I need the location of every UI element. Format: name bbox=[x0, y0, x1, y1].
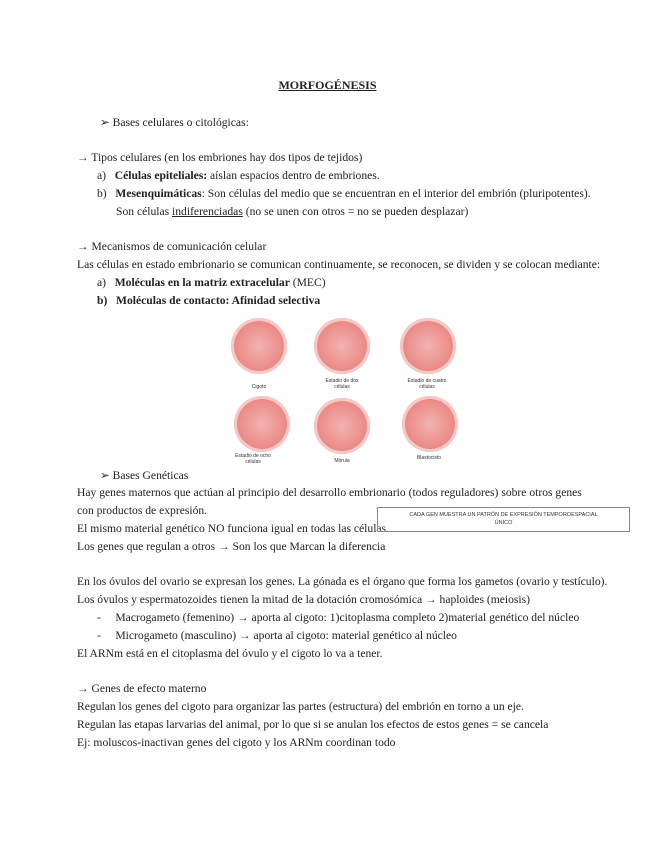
four-cell-image bbox=[400, 318, 456, 374]
text-line: El mismo material genético NO funciona igual en todas las células. bbox=[77, 522, 389, 535]
list-item bbox=[97, 611, 579, 624]
blastocyst-image bbox=[402, 396, 458, 452]
caption: Mórula bbox=[334, 458, 350, 464]
text-line: En los óvulos del ovario se expresan los genes. La gónada es el órgano que forma los gametos (ovario y testículo). bbox=[77, 575, 608, 588]
list-item bbox=[97, 294, 320, 307]
list-item bbox=[97, 187, 591, 200]
text-line: El ARNm está en el citoplasma del óvulo y el cigoto lo va a tener. bbox=[77, 647, 383, 660]
text-line bbox=[116, 205, 468, 218]
text: Son células bbox=[116, 205, 173, 218]
heading-bases-celulares: ➢ Bases celulares o citológicas: bbox=[100, 116, 249, 129]
marker: - bbox=[97, 629, 101, 642]
page-title: MORFOGÉNESIS bbox=[278, 78, 377, 92]
text: Microgameto (masculino) → aporta al cigoto: material genético al núcleo bbox=[115, 629, 457, 642]
text: (MEC) bbox=[289, 276, 326, 289]
list-item bbox=[97, 276, 326, 289]
note-line: CADA GEN MUESTRA UN PATRÓN DE EXPRESIÓN TEMPOROESPACIAL bbox=[409, 512, 598, 518]
two-cell-image bbox=[314, 318, 370, 374]
zygote-image bbox=[231, 318, 287, 374]
marker: b) bbox=[97, 187, 107, 200]
caption: Estadio de dos células bbox=[325, 378, 359, 390]
text-line: Los genes que regulan a otros → Son los que Marcan la diferencia bbox=[77, 540, 386, 553]
underlined-term: indiferenciadas bbox=[172, 205, 243, 218]
caption: Estadio de cuatro células bbox=[407, 378, 447, 390]
term: Moléculas en la matriz extracelular bbox=[114, 276, 290, 289]
term: Moléculas de contacto: Afinidad selectiva bbox=[116, 294, 321, 307]
marker: a) bbox=[97, 169, 107, 182]
text: : Son células del medio que se encuentran en el interior del embrión (pluripotentes). bbox=[201, 187, 591, 200]
text-line: Regulan las etapas larvarias del animal, por lo que si se anulan los efectos de estos genes = se cancela bbox=[77, 718, 549, 731]
caption: Cigoto bbox=[251, 384, 267, 390]
marker: b) bbox=[97, 294, 108, 307]
text-line: Ej: moluscos-inactivan genes del cigoto y los ARNm coordinan todo bbox=[77, 736, 396, 749]
caption: Blastocisto bbox=[416, 455, 442, 461]
text-line: → Genes de efecto materno bbox=[77, 682, 207, 695]
text: (no se unen con otros = no se pueden desplazar) bbox=[242, 205, 469, 218]
note-box bbox=[377, 507, 630, 532]
eight-cell-image bbox=[234, 396, 290, 452]
text-line: Los óvulos y espermatozoides tienen la mitad de la dotación cromosómica → haploides (meiosis) bbox=[77, 593, 531, 606]
text-line: → Mecanismos de comunicación celular bbox=[77, 240, 267, 253]
caption: Estadio de ocho células bbox=[235, 453, 271, 465]
list-item bbox=[97, 169, 380, 182]
text: Macrogameto (femenino) → aporta al cigoto: 1)citoplasma completo 2)material genético del núcleo bbox=[115, 611, 580, 624]
text-line: Las células en estado embrionario se comunican continuamente, se reconocen, se dividen y se colocan mediante: bbox=[77, 258, 601, 271]
embryo-stages-figure bbox=[222, 312, 460, 468]
list-item bbox=[97, 629, 457, 642]
note-line: ÚNICO bbox=[494, 520, 513, 526]
term: Mesenquimáticas bbox=[115, 187, 202, 200]
marker: a) bbox=[97, 276, 107, 289]
text-line: Regulan los genes del cigoto para organizar las partes (estructura) del embrión en torno a un eje. bbox=[77, 700, 524, 713]
morula-image bbox=[314, 398, 370, 454]
text-line: Hay genes maternos que actúan al principio del desarrollo embrionario (todos reguladores) sobre otros genes bbox=[77, 486, 582, 499]
text-line: → Tipos celulares (en los embriones hay dos tipos de tejidos) bbox=[77, 151, 363, 164]
text: aíslan espacios dentro de embriones. bbox=[207, 169, 380, 182]
term: Células epiteliales: bbox=[114, 169, 208, 182]
text-line: con productos de expresión. bbox=[77, 504, 208, 517]
marker: - bbox=[97, 611, 101, 624]
heading-bases-geneticas: ➢ Bases Genéticas bbox=[100, 469, 189, 482]
